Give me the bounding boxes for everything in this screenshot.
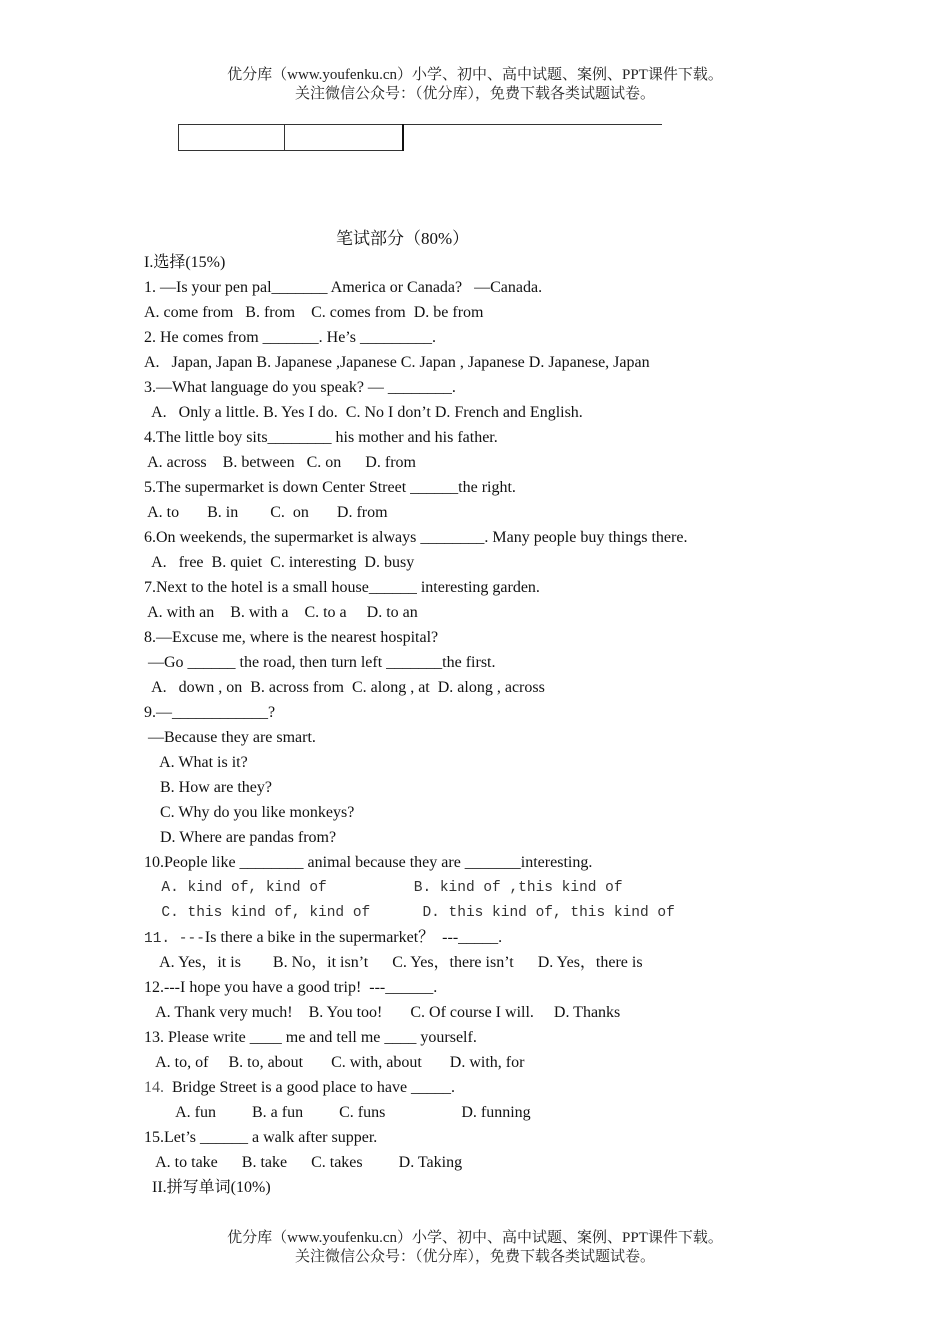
- option-line: C. Why do you like monkeys?: [144, 804, 355, 821]
- option-line: A. Japan, Japan B. Japanese ,Japanese C. Japan , Japanese D. Japanese, Japan: [144, 354, 650, 371]
- question-line: 8.—Excuse me, where is the nearest hospital?: [144, 629, 439, 646]
- question-line: [144, 1078, 455, 1098]
- question-text: Bridge Street is a good place to have _____.: [164, 1079, 456, 1096]
- option-line: D. Where are pandas from?: [144, 829, 337, 846]
- page-footer-line-2: 关注微信公众号：（优分库），免费下载各类试题试卷。: [294, 1249, 655, 1265]
- question-line: 12.---I hope you have a good trip! ---______.: [144, 979, 438, 996]
- header-rule: [404, 124, 662, 125]
- question-line: 9.—____________?: [144, 704, 276, 721]
- section-title: 笔试部分（80%）: [336, 229, 470, 248]
- option-line: A. across B. between C. on D. from: [144, 454, 416, 471]
- score-table: [178, 124, 404, 151]
- question-line: —Go ______ the road, then turn left _______the first.: [144, 654, 496, 671]
- page-footer-line-1: 优分库（www.youfenku.cn）小学、初中、高中试题、案例、PPT课件下载。: [227, 1230, 723, 1246]
- question-line: 1. —Is your pen pal_______ America or Canada? —Canada.: [144, 279, 543, 296]
- question-line: 13. Please write ____ me and tell me ____ yourself.: [144, 1029, 477, 1046]
- option-line: A. to take B. take C. takes D. Taking: [144, 1154, 463, 1171]
- score-cell: [285, 125, 404, 151]
- option-line: A. to, of B. to, about C. with, about D. with, for: [144, 1054, 525, 1071]
- question-line: 4.The little boy sits________ his mother and his father.: [144, 429, 498, 446]
- question-text: Is there a bike in the supermarket？ ---_____.: [204, 929, 503, 946]
- option-line: A. Yes，it is B. No，it isn’t C. Yes，there isn’t D. Yes，there is: [144, 954, 643, 971]
- question-line: 3.—What language do you speak? — ________.: [144, 379, 456, 396]
- question-line: 2. He comes from _______. He’s _________.: [144, 329, 436, 346]
- question-number: 14.: [144, 1079, 164, 1096]
- page-header-line-2: 关注微信公众号：（优分库），免费下载各类试题试卷。: [294, 86, 655, 102]
- option-line: C. this kind of, kind of D. this kind of, this kind of: [144, 905, 675, 921]
- option-line: A. What is it?: [144, 754, 248, 771]
- question-line: 7.Next to the hotel is a small house______ interesting garden.: [144, 579, 540, 596]
- option-line: A. free B. quiet C. interesting D. busy: [144, 554, 415, 571]
- part1-title: I.选择(15%): [144, 254, 226, 271]
- question-line: 6.On weekends, the supermarket is always ________. Many people buy things there.: [144, 529, 688, 546]
- score-cell: [179, 125, 285, 151]
- option-line: A. kind of, kind of B. kind of ,this kind of: [144, 880, 623, 896]
- option-line: A. fun B. a fun C. funs D. funning: [144, 1104, 531, 1121]
- option-line: A. come from B. from C. comes from D. be from: [144, 304, 484, 321]
- option-line: A. Only a little. B. Yes I do. C. No I don’t D. French and English.: [144, 404, 583, 421]
- option-line: A. Thank very much! B. You too! C. Of course I will. D. Thanks: [144, 1004, 621, 1021]
- table-divider: [402, 124, 404, 151]
- page-header-line-1: 优分库（www.youfenku.cn）小学、初中、高中试题、案例、PPT课件下载。: [227, 67, 723, 83]
- option-line: A. down , on B. across from C. along , at D. along , across: [144, 679, 545, 696]
- question-line: —Because they are smart.: [144, 729, 316, 746]
- option-line: B. How are they?: [144, 779, 272, 796]
- option-line: A. with an B. with a C. to a D. to an: [144, 604, 418, 621]
- question-number: 11. ---: [144, 931, 205, 947]
- question-line: 10.People like ________ animal because they are _______interesting.: [144, 854, 593, 871]
- option-line: A. to B. in C. on D. from: [144, 504, 388, 521]
- question-line: 15.Let’s ______ a walk after supper.: [144, 1129, 378, 1146]
- part2-title: II.拼写单词(10%): [144, 1179, 271, 1196]
- question-line: [144, 928, 502, 949]
- question-line: 5.The supermarket is down Center Street ______the right.: [144, 479, 516, 496]
